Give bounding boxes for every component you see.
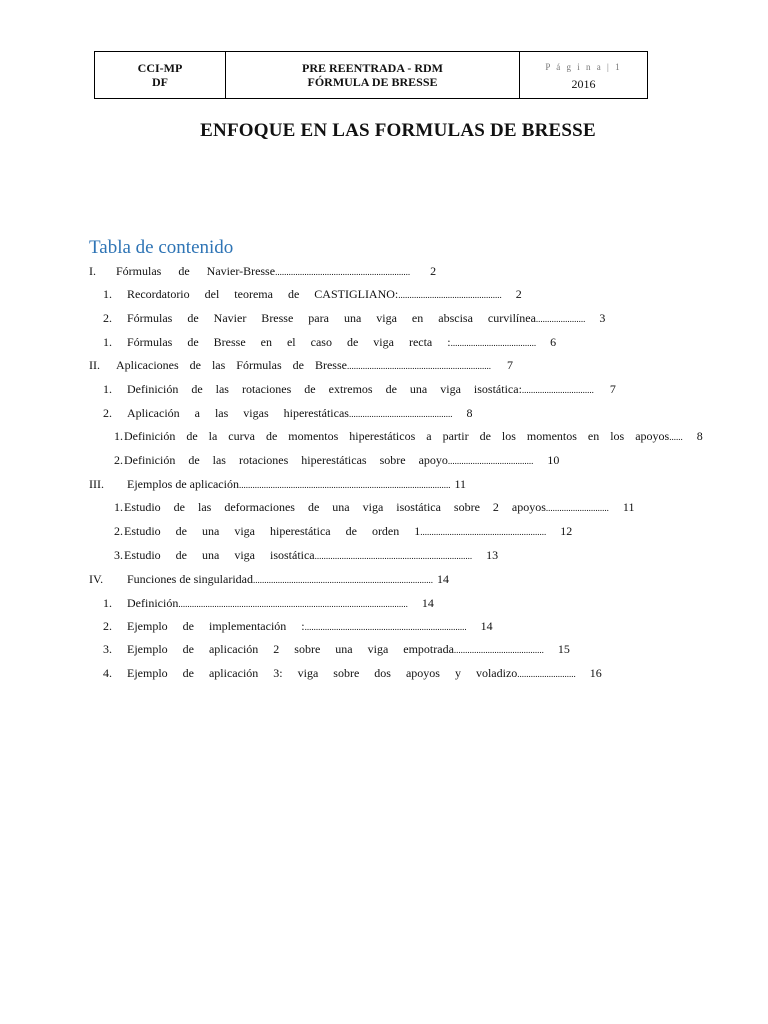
toc-entry-page: 10 <box>547 453 560 467</box>
toc-entry-text: Estudio de una viga isostática <box>124 548 315 562</box>
toc-entry[interactable] <box>114 548 498 563</box>
header-subject-cell <box>226 52 520 98</box>
header-page-label: P á g i n a | 1 <box>545 61 622 72</box>
toc-leader-dots: ...................................... <box>450 338 537 348</box>
toc-leader-dots: ............................ <box>545 503 609 513</box>
header-page-cell <box>520 52 647 98</box>
toc-leader-dots: .............................................................................................. <box>238 480 451 490</box>
toc-leader-dots: ...................................................................... <box>314 551 473 561</box>
toc-leader-dots: ...................... <box>535 314 586 324</box>
toc-entry-text: Fórmulas de Navier-Bresse <box>116 264 276 278</box>
document-header-table <box>94 51 648 99</box>
toc-entry-number: 1. <box>103 596 112 610</box>
toc-entry[interactable] <box>103 382 616 397</box>
toc-leader-dots: ........................................ <box>453 645 544 655</box>
toc-leader-dots: ........................................................ <box>420 527 547 537</box>
toc-entry-page: 7 <box>609 382 616 396</box>
header-org-line1: CCI-MP <box>137 61 183 75</box>
toc-entry-text: Recordatorio del teorema de CASTIGLIANO: <box>127 287 399 301</box>
toc-entry-page: 15 <box>557 642 570 656</box>
toc-entry-text: Fórmulas de Navier Bresse para una viga en abscisa curvilínea <box>127 311 536 325</box>
toc-entry-text: Definición de las rotaciones hiperestáticas sobre apoyo <box>124 453 448 467</box>
toc-entry-page: 7 <box>506 358 513 372</box>
header-subject-line2: FÓRMULA DE BRESSE <box>307 75 438 89</box>
toc-leader-dots: ...... <box>669 432 683 442</box>
toc-entry[interactable] <box>103 287 522 302</box>
toc-entry-text: Ejemplos de aplicación <box>127 477 239 491</box>
toc-entry[interactable] <box>114 524 572 539</box>
toc-entry-text: Ejemplo de aplicación 3: viga sobre dos apoyos y voladizo <box>127 666 518 680</box>
toc-entry[interactable] <box>103 406 472 421</box>
toc-leader-dots: ................................ <box>521 385 594 395</box>
toc-entry-number: 3. <box>103 642 112 656</box>
toc-entry-page: 2 <box>515 287 522 301</box>
toc-entry-text: Fórmulas de Bresse en el caso de viga recta : <box>127 335 451 349</box>
toc-entry-number: 3. <box>114 548 123 562</box>
toc-entry-page: 11 <box>622 500 635 514</box>
toc-entry-text: Definición <box>127 596 179 610</box>
toc-entry[interactable] <box>103 666 602 681</box>
toc-entry-page: 14 <box>421 596 434 610</box>
toc-entry[interactable] <box>103 642 570 657</box>
toc-entry[interactable] <box>114 453 559 468</box>
toc-entry-page: 14 <box>436 572 449 586</box>
toc-entry-page: 3 <box>599 311 606 325</box>
toc-entry-page: 13 <box>486 548 499 562</box>
toc-entry[interactable] <box>103 619 493 634</box>
toc-entry-page: 2 <box>430 264 437 278</box>
toc-leader-dots: ................................................................................ <box>252 575 433 585</box>
toc-entry[interactable] <box>89 264 436 279</box>
toc-entry[interactable] <box>114 500 634 515</box>
toc-leader-dots: ...................................................................................................... <box>178 599 408 609</box>
toc-entry-number: 2. <box>103 311 112 325</box>
toc-leader-dots: ........................................................................ <box>304 622 467 632</box>
toc-entry-page: 14 <box>480 619 493 633</box>
document-title: ENFOQUE EN LAS FORMULAS DE BRESSE <box>200 120 596 141</box>
toc-entry-page: 6 <box>550 335 557 349</box>
toc-leader-dots: ............................................................ <box>275 267 411 277</box>
toc-entry-number: 2. <box>103 619 112 633</box>
toc-entry-page: 12 <box>560 524 573 538</box>
toc-entry-text: Aplicación a las vigas hiperestáticas <box>127 406 349 420</box>
toc-entry[interactable] <box>89 358 513 373</box>
toc-entry-number: II. <box>89 358 100 372</box>
toc-leader-dots: .......................... <box>517 669 576 679</box>
toc-entry-page: 8 <box>466 406 473 420</box>
toc-leader-dots: .............................................. <box>398 290 502 300</box>
toc-leader-dots: ................................................................ <box>346 361 491 371</box>
toc-entry-number: 2. <box>114 524 123 538</box>
toc-entry-text: Ejemplo de implementación : <box>127 619 305 633</box>
header-subject-line1: PRE REENTRADA - RDM <box>302 61 443 75</box>
toc-entry-number: 1. <box>103 382 112 396</box>
header-year: 2016 <box>571 76 596 91</box>
toc-entry-number: I. <box>89 264 96 278</box>
toc-entry-number: 2. <box>103 406 112 420</box>
toc-entry-number: 2. <box>114 453 123 467</box>
toc-leader-dots: ...................................... <box>447 456 534 466</box>
toc-entry-number: IV. <box>89 572 104 586</box>
toc-heading: Tabla de contenido <box>89 237 234 258</box>
toc-entry-text: Funciones de singularidad <box>127 572 253 586</box>
toc-entry[interactable] <box>103 311 605 326</box>
toc-entry-text: Definición de las rotaciones de extremos de una viga isostática: <box>127 382 522 396</box>
toc-entry[interactable] <box>89 572 449 587</box>
toc-entry-text: Ejemplo de aplicación 2 sobre una viga empotrada <box>127 642 454 656</box>
toc-entry-text: Definición de la curva de momentos hiperestáticos a partir de los momentos en los apoyos <box>124 429 670 443</box>
toc-entry-number: 1. <box>103 287 112 301</box>
toc-entry-number: 4. <box>103 666 112 680</box>
toc-entry-text: Estudio de las deformaciones de una viga isostática sobre 2 apoyos <box>124 500 546 514</box>
toc-leader-dots: .............................................. <box>348 409 453 419</box>
toc-entry-number: 1. <box>114 429 123 443</box>
toc-entry-page: 8 <box>696 429 703 443</box>
toc-entry-text: Aplicaciones de las Fórmulas de Bresse <box>116 358 347 372</box>
toc-entry-page: 16 <box>589 666 602 680</box>
toc-entry-number: 1. <box>103 335 112 349</box>
toc-entry[interactable] <box>103 596 434 611</box>
toc-entry[interactable] <box>103 335 556 350</box>
toc-entry[interactable] <box>89 477 466 492</box>
toc-entry-number: 1. <box>114 500 123 514</box>
toc-entry-page: 11 <box>454 477 467 491</box>
toc-entry-text: Estudio de una viga hiperestática de orden 1 <box>124 524 421 538</box>
header-org-cell <box>95 52 226 98</box>
toc-entry[interactable] <box>114 429 703 444</box>
toc-entry-number: III. <box>89 477 104 491</box>
header-org-line2: DF <box>152 75 168 89</box>
